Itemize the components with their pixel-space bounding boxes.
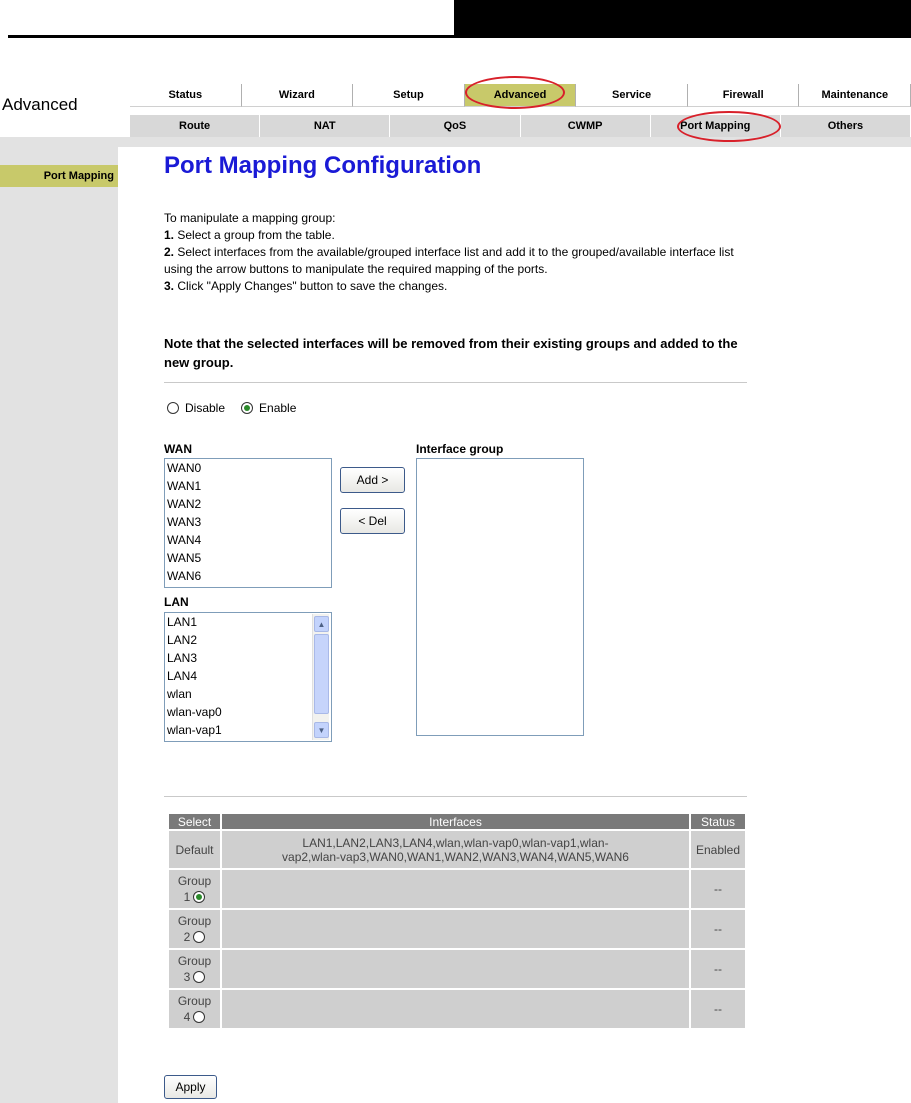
- group-radio[interactable]: [193, 971, 205, 983]
- tab-advanced[interactable]: Advanced: [465, 84, 577, 107]
- enable-label: Enable: [259, 401, 297, 415]
- group-label: Group: [177, 994, 212, 1008]
- wan-listbox[interactable]: [164, 458, 332, 588]
- interfaces-cell: [222, 910, 689, 948]
- list-item[interactable]: WAN2: [167, 497, 202, 511]
- subtab-nat[interactable]: NAT: [260, 115, 390, 137]
- table-row-group-1[interactable]: [169, 870, 745, 908]
- status-cell: --: [691, 990, 745, 1028]
- page-title: Port Mapping Configuration: [164, 152, 482, 179]
- subtab-route[interactable]: Route: [130, 115, 260, 137]
- list-item[interactable]: LAN4: [167, 669, 198, 683]
- list-item[interactable]: wlan-vap0: [167, 705, 222, 719]
- apply-button[interactable]: Apply: [164, 1075, 217, 1099]
- wan-label: WAN: [164, 442, 192, 456]
- list-item[interactable]: WAN1: [167, 479, 202, 493]
- select-cell: Default: [169, 831, 220, 868]
- enable-radio[interactable]: [241, 402, 253, 414]
- group-label: Group: [177, 914, 212, 928]
- tab-service[interactable]: Service: [576, 84, 688, 107]
- group-radio[interactable]: [193, 931, 205, 943]
- disable-label: Disable: [185, 401, 226, 415]
- header-interfaces: Interfaces: [222, 814, 689, 829]
- instruction-step-2: 2. Select interfaces from the available/grouped interface list and add it to the grouped/available interface list using the arrow buttons to manipulate the required mapping of the ports.: [164, 245, 734, 276]
- subtab-others[interactable]: Others: [781, 115, 911, 137]
- group-number: 3: [183, 970, 191, 984]
- sidebar-item-port-mapping[interactable]: Port Mapping: [0, 165, 118, 187]
- header-rule: [0, 137, 911, 147]
- interfaces-cell: [222, 990, 689, 1028]
- list-item[interactable]: LAN3: [167, 651, 198, 665]
- list-item[interactable]: WAN3: [167, 515, 202, 529]
- lan-listbox[interactable]: [164, 612, 332, 742]
- list-item[interactable]: WAN5: [167, 551, 202, 565]
- interface-group-listbox[interactable]: [416, 458, 584, 736]
- add-button[interactable]: Add >: [340, 467, 405, 493]
- instruction-step-1: 1. Select a group from the table.: [164, 228, 335, 242]
- instruction-step-3: 3. Click "Apply Changes" button to save the changes.: [164, 279, 448, 293]
- subtab-port-mapping[interactable]: Port Mapping: [651, 115, 781, 137]
- tab-status[interactable]: Status: [130, 84, 242, 107]
- list-item[interactable]: WAN6: [167, 569, 202, 583]
- lan-label: LAN: [164, 595, 189, 609]
- scroll-down-icon[interactable]: ▼: [314, 722, 329, 738]
- interface-group-label: Interface group: [416, 442, 504, 456]
- tab-firewall[interactable]: Firewall: [688, 84, 800, 107]
- group-radio[interactable]: [193, 1011, 205, 1023]
- list-item[interactable]: WAN4: [167, 533, 202, 547]
- list-item[interactable]: wlan: [167, 687, 192, 701]
- document-header-rule: [8, 35, 454, 38]
- group-number: 2: [183, 930, 191, 944]
- document-header-block: [454, 0, 911, 38]
- scroll-up-icon[interactable]: ▲: [314, 616, 329, 632]
- table-row-group-4[interactable]: [169, 990, 745, 1028]
- select-cell: [169, 870, 220, 908]
- instructions-intro: To manipulate a mapping group:: [164, 211, 336, 225]
- disable-radio[interactable]: [167, 402, 179, 414]
- status-cell: --: [691, 870, 745, 908]
- del-button[interactable]: < Del: [340, 508, 405, 534]
- nav-gap: [130, 107, 911, 115]
- instructions: [164, 210, 754, 295]
- list-item[interactable]: LAN2: [167, 633, 198, 647]
- tab-setup[interactable]: Setup: [353, 84, 465, 107]
- select-cell: [169, 910, 220, 948]
- table-row-group-2[interactable]: [169, 910, 745, 948]
- mode-radio-group: [167, 401, 296, 415]
- table-row-group-3[interactable]: [169, 950, 745, 988]
- interfaces-cell: [222, 950, 689, 988]
- table-header-row: [169, 814, 745, 829]
- table-row-default: [169, 831, 745, 868]
- section-title: Advanced: [2, 95, 78, 114]
- group-number: 4: [183, 1010, 191, 1024]
- status-cell: Enabled: [691, 831, 745, 868]
- group-number: 1: [183, 890, 191, 904]
- header-status: Status: [691, 814, 745, 829]
- note-text: Note that the selected interfaces will be removed from their existing groups and added to the new group.: [164, 336, 738, 370]
- group-label: Group: [177, 954, 212, 968]
- status-cell: --: [691, 950, 745, 988]
- divider-top: [164, 382, 747, 383]
- header-select: Select: [169, 814, 220, 829]
- tab-maintenance[interactable]: Maintenance: [799, 84, 911, 107]
- lan-scrollbar[interactable]: [312, 614, 329, 740]
- sub-tabs: [130, 115, 911, 137]
- interfaces-cell: LAN1,LAN2,LAN3,LAN4,wlan,wlan-vap0,wlan-vap1,wlan-vap2,wlan-vap3,WAN0,WAN1,WAN2,WAN3,WAN4,WAN5,WAN6: [222, 831, 689, 868]
- select-cell: [169, 950, 220, 988]
- divider-bottom: [164, 796, 747, 797]
- select-cell: [169, 990, 220, 1028]
- subtab-qos[interactable]: QoS: [390, 115, 520, 137]
- list-item[interactable]: WAN0: [167, 461, 202, 475]
- status-cell: --: [691, 910, 745, 948]
- scroll-thumb[interactable]: [314, 634, 329, 714]
- main-tabs: [130, 84, 911, 107]
- group-label: Group: [177, 874, 212, 888]
- tab-wizard[interactable]: Wizard: [242, 84, 354, 107]
- group-table: [167, 812, 747, 1030]
- subtab-cwmp[interactable]: CWMP: [521, 115, 651, 137]
- list-item[interactable]: wlan-vap1: [167, 723, 222, 737]
- sidebar: [0, 147, 118, 1103]
- interfaces-cell: [222, 870, 689, 908]
- group-radio[interactable]: [193, 891, 205, 903]
- list-item[interactable]: LAN1: [167, 615, 198, 629]
